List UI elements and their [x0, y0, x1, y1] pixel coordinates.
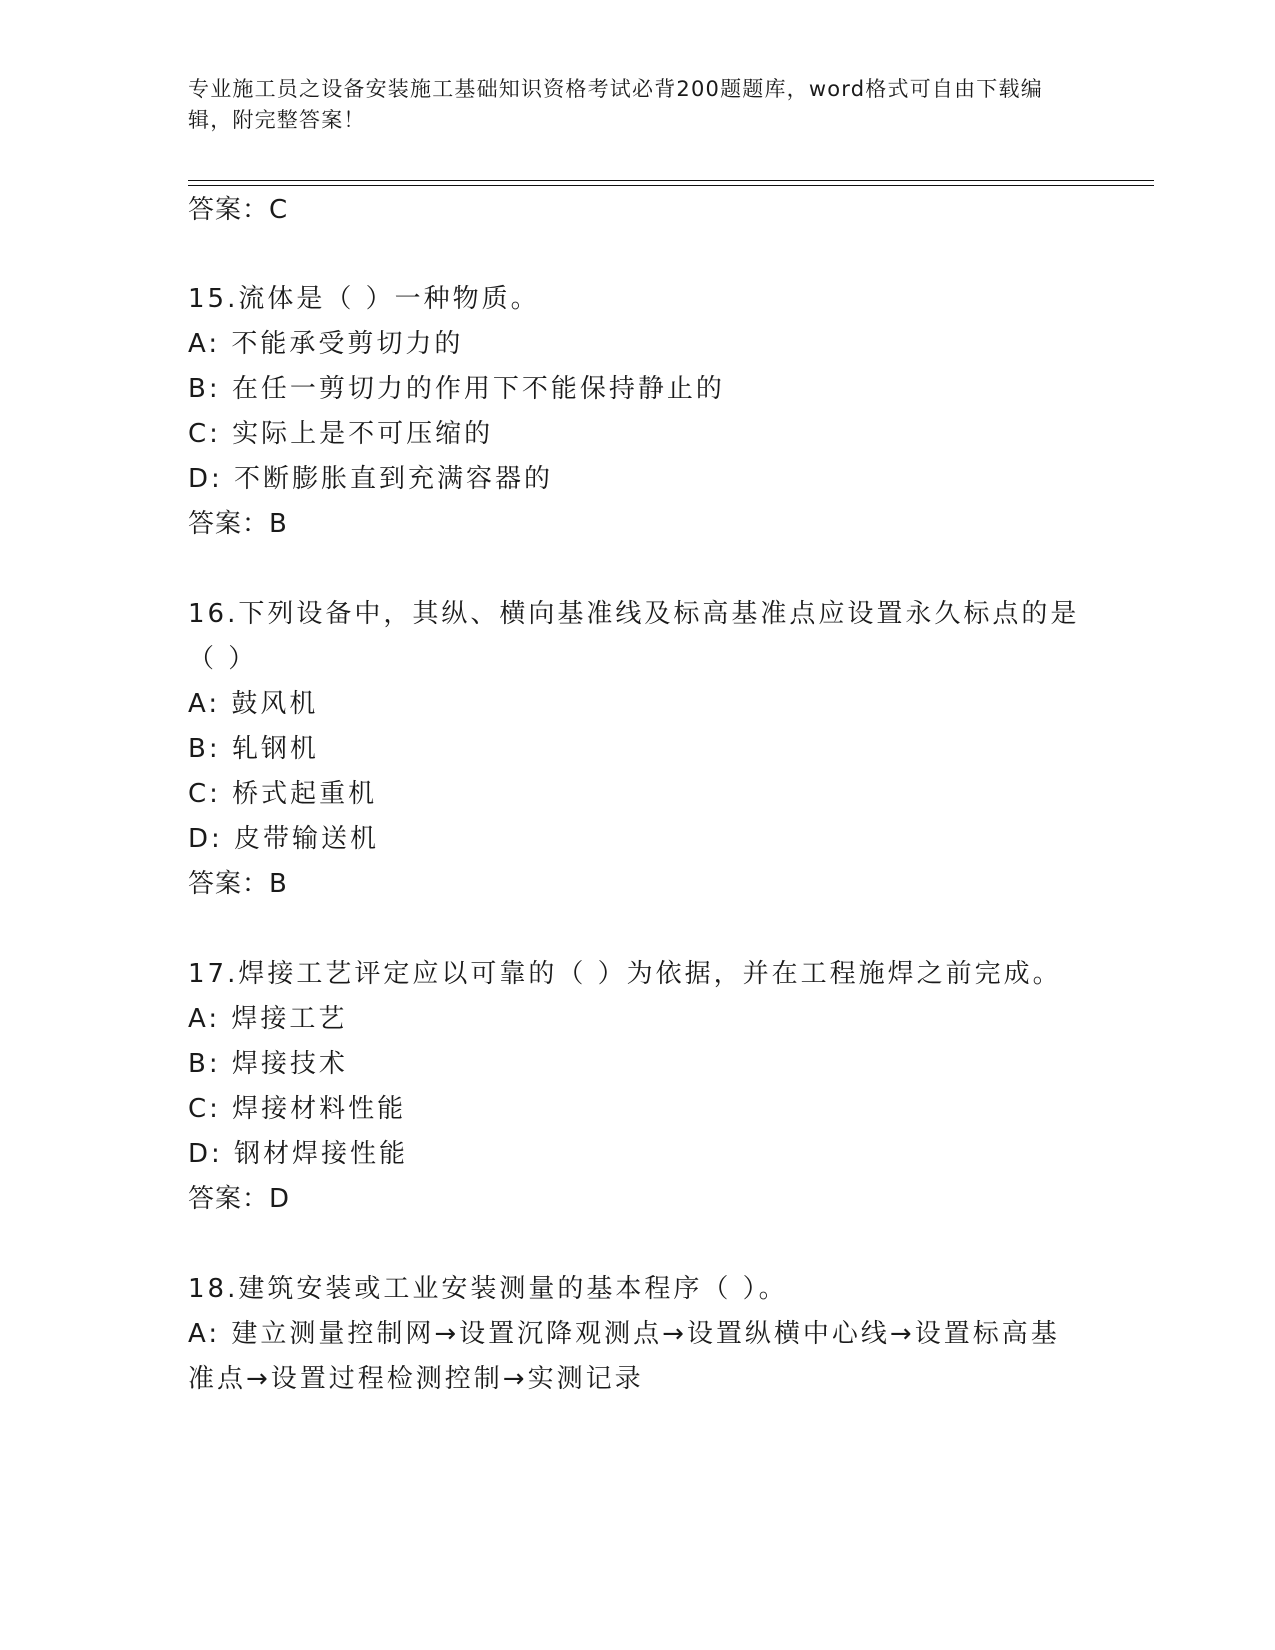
question-16-option-d: D: 皮带输送机 [188, 824, 380, 854]
question-18-option-a-line1: A: 建立测量控制网→设置沉降观测点→设置纵横中心线→设置标高基 [188, 1319, 1060, 1349]
question-15-option-b: B: 在任一剪切力的作用下不能保持静止的 [188, 374, 725, 404]
question-17-option-b: B: 焊接技术 [188, 1049, 348, 1079]
question-18-option-a-line2: 准点→设置过程检测控制→实测记录 [188, 1364, 644, 1394]
header-rule-top [188, 180, 1154, 181]
question-15-option-c: C: 实际上是不可压缩的 [188, 419, 494, 449]
question-16-option-b: B: 轧钢机 [188, 734, 319, 764]
question-17-option-d: D: 钢材焊接性能 [188, 1139, 409, 1169]
question-15-answer: 答案：B [188, 509, 288, 539]
question-15-option-a: A: 不能承受剪切力的 [188, 329, 464, 359]
question-18-stem: 18.建筑安装或工业安装测量的基本程序（ ）。 [188, 1274, 788, 1304]
answer-prev: 答案：C [188, 195, 289, 225]
question-16-stem-line2: （ ） [188, 644, 258, 674]
question-17-stem: 17.焊接工艺评定应以可靠的（ ）为依据，并在工程施焊之前完成。 [188, 959, 1062, 989]
question-16-option-c: C: 桥式起重机 [188, 779, 378, 809]
document-header: 专业施工员之设备安装施工基础知识资格考试必背200题题库，word格式可自由下载编辑，附完整答案！ [188, 77, 1043, 132]
header-rule-bottom [188, 185, 1154, 186]
question-15-option-d: D: 不断膨胀直到充满容器的 [188, 464, 554, 494]
question-17-answer: 答案：D [188, 1184, 291, 1214]
question-17-option-c: C: 焊接材料性能 [188, 1094, 407, 1124]
question-16-stem-line1: 16.下列设备中，其纵、横向基准线及标高基准点应设置永久标点的是 [188, 599, 1080, 629]
question-16-answer: 答案：B [188, 869, 288, 899]
question-16-option-a: A: 鼓风机 [188, 689, 319, 719]
question-17-option-a: A: 焊接工艺 [188, 1004, 348, 1034]
question-15-stem: 15.流体是（ ）一种物质。 [188, 284, 540, 314]
